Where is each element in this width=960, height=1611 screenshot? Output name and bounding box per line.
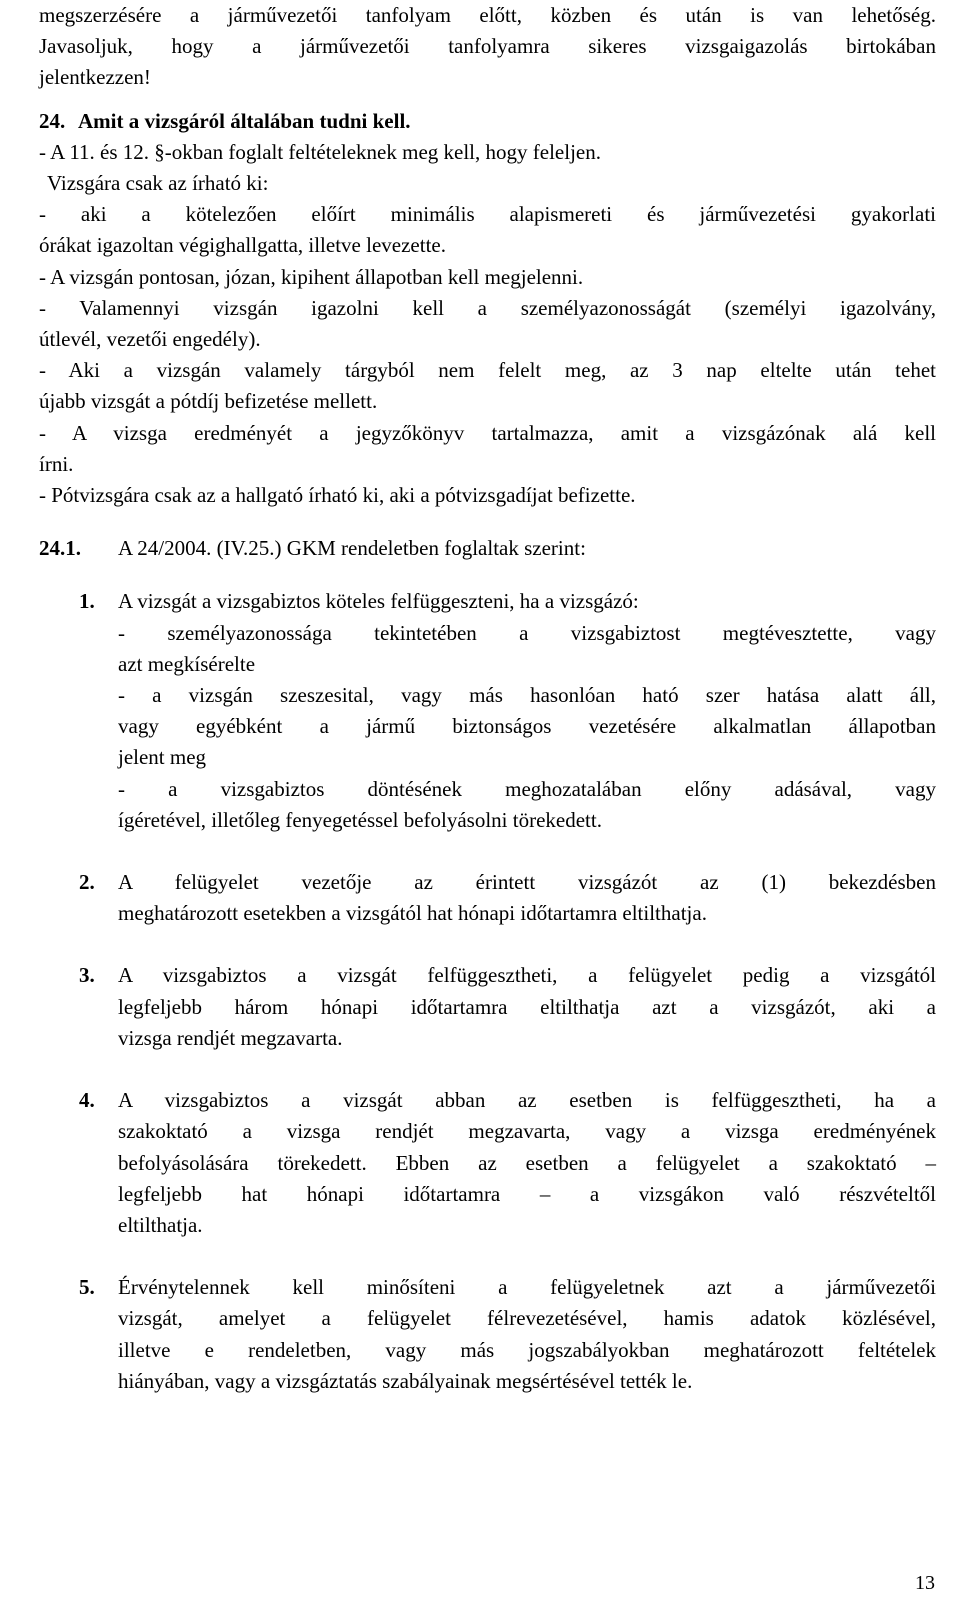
- section-24-line: - A 11. és 12. §-okban foglalt feltételeknek meg kell, hogy feleljen.: [39, 139, 601, 164]
- intro-line: jelentkezzen!: [39, 65, 151, 90]
- section-24-line: - Pótvizsgára csak az a hallgató írható ki, aki a pótvizsgadíjat befizette.: [39, 483, 636, 508]
- list-item-line: befolyásolására törekedett. Ebben az esetben a felügyelet a szakoktató –: [118, 1150, 936, 1175]
- list-item-number: 2.: [79, 870, 95, 895]
- list-item-line: szakoktató a vizsga rendjét megzavarta, vagy a vizsga eredményének: [118, 1119, 936, 1144]
- section-24-line: - A vizsgán pontosan, józan, kipihent állapotban kell megjelenni.: [39, 264, 584, 289]
- list-item-line: illetve e rendeletben, vagy más jogszabályokban meghatározott feltételek: [118, 1337, 936, 1362]
- section-24-line: újabb vizsgát a pótdíj befizetése mellett.: [39, 389, 378, 414]
- numbered-list: [39, 586, 936, 1396]
- list-item: [39, 867, 936, 929]
- section-24-1-title: A 24/2004. (IV.25.) GKM rendeletben foglaltak szerint:: [118, 536, 586, 561]
- list-item-line: azt megkísérelte: [118, 651, 256, 676]
- list-item-line: - a vizsgabiztos döntésének meghozatalában előny adásával, vagy: [118, 776, 936, 801]
- intro-line: megszerzésére a járművezetői tanfolyam előtt, közben és után is van lehetőség.: [39, 3, 936, 27]
- section-24-number: 24.: [39, 108, 66, 133]
- list-item-line: legfeljebb hat hónapi időtartamra – a vizsgákon való részvételtől: [118, 1181, 936, 1206]
- list-item-number: 3.: [79, 963, 95, 988]
- list-item-body: [118, 586, 936, 836]
- section-24-line: Vizsgára csak az írható ki:: [47, 171, 269, 196]
- list-item-number: 5.: [79, 1275, 95, 1300]
- section-24-line: órákat igazoltan végighallgatta, illetve levezette.: [39, 233, 446, 258]
- list-item-line: A vizsgabiztos a vizsgát abban az esetben is felfüggesztheti, ha a: [118, 1088, 936, 1113]
- list-item: [39, 586, 936, 836]
- list-item-line: vizsgát, amelyet a felügyelet félrevezetésével, hamis adatok közlésével,: [118, 1306, 936, 1331]
- list-item-line: - személyazonossága tekintetében a vizsgabiztost megtévesztette, vagy: [118, 620, 936, 645]
- list-item-body: [118, 1272, 936, 1397]
- list-item-line: vizsga rendjét megzavarta.: [118, 1025, 343, 1050]
- section-24-line: útlevél, vezetői engedély).: [39, 327, 261, 352]
- section-24-1-heading: [39, 533, 936, 564]
- list-item: [39, 1272, 936, 1397]
- list-item-line: vagy egyébként a jármű biztonságos vezetésére alkalmatlan állapotban: [118, 714, 936, 739]
- section-24-heading: [39, 106, 936, 137]
- section-24-1-number: 24.1.: [39, 536, 81, 561]
- list-item-line: eltilthatja.: [118, 1212, 203, 1237]
- list-item-line: legfeljebb három hónapi időtartamra eltilthatja azt a vizsgázót, aki a: [118, 994, 936, 1019]
- section-24-line: - A vizsga eredményét a jegyzőkönyv tartalmazza, amit a vizsgázónak alá kell: [39, 420, 936, 445]
- list-item-number: 1.: [79, 589, 95, 614]
- list-item-line: Érvénytelennek kell minősíteni a felügyeletnek azt a járművezetői: [118, 1275, 936, 1300]
- section-24-line: - Valamennyi vizsgán igazolni kell a személyazonosságát (személyi igazolvány,: [39, 295, 936, 320]
- section-24-line: - aki a kötelezően előírt minimális alapismereti és járművezetési gyakorlati: [39, 202, 936, 227]
- list-item: [39, 1085, 936, 1241]
- section-24-line: írni.: [39, 451, 74, 476]
- section-24-title: Amit a vizsgáról általában tudni kell.: [78, 108, 411, 133]
- list-item-line: meghatározott esetekben a vizsgától hat hónapi időtartamra eltilthatja.: [118, 901, 707, 926]
- list-item-body: [118, 867, 936, 929]
- intro-paragraph: [39, 0, 936, 94]
- list-item-body: [118, 960, 936, 1054]
- list-item-line: jelent meg: [118, 745, 207, 770]
- document-page: [39, 0, 936, 1397]
- section-24-body: [39, 137, 936, 511]
- page-number: 13: [915, 1572, 935, 1594]
- list-item-line: - a vizsgán szeszesital, vagy más hasonlóan ható szer hatása alatt áll,: [118, 683, 936, 708]
- list-item-line: A felügyelet vezetője az érintett vizsgázót az (1) bekezdésben: [118, 870, 936, 895]
- list-item-body: [118, 1085, 936, 1241]
- list-item-line: hiányában, vagy a vizsgáztatás szabályainak megsértésével tették le.: [118, 1368, 693, 1393]
- list-item-line: A vizsgát a vizsgabiztos köteles felfüggeszteni, ha a vizsgázó:: [118, 589, 639, 614]
- list-item-number: 4.: [79, 1088, 95, 1113]
- list-item-line: ígéretével, illetőleg fenyegetéssel befolyásolni törekedett.: [118, 807, 602, 832]
- list-item-line: A vizsgabiztos a vizsgát felfüggesztheti, a felügyelet pedig a vizsgától: [118, 963, 936, 988]
- section-24-line: - Aki a vizsgán valamely tárgyból nem felelt meg, az 3 nap eltelte után tehet: [39, 358, 936, 383]
- intro-line: Javasoljuk, hogy a járművezetői tanfolyamra sikeres vizsgaigazolás birtokában: [39, 34, 936, 59]
- list-item: [39, 960, 936, 1054]
